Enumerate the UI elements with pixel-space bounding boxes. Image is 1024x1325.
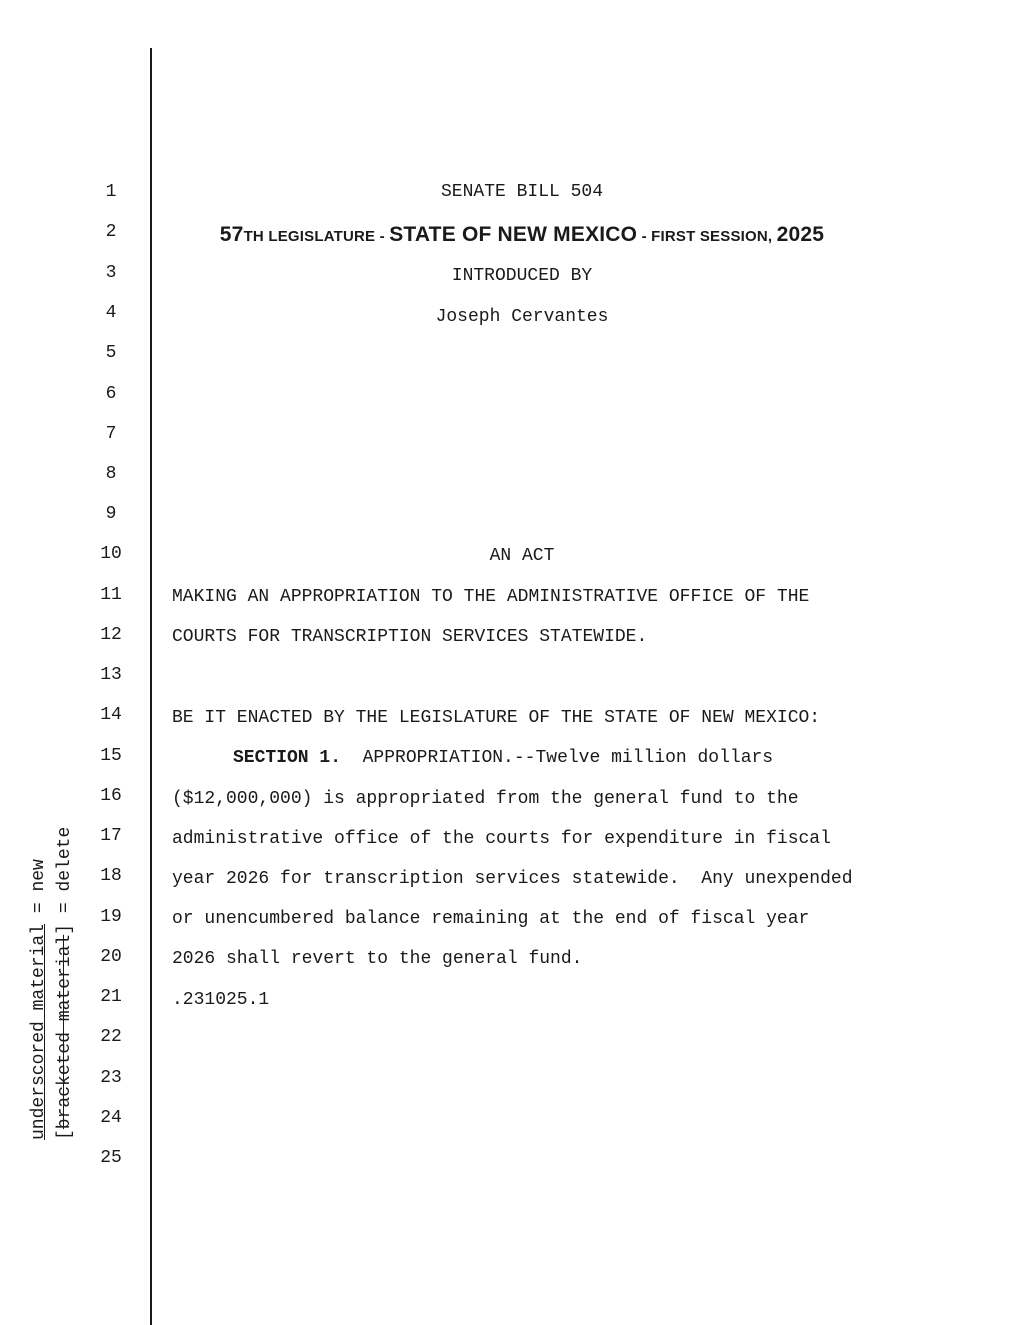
line-number: 2 [105,222,117,242]
line-number: 24 [100,1108,122,1128]
line-number: 1 [105,182,117,202]
section-line: ($12,000,000) is appropriated from the general fund to the [172,789,799,809]
section-label: SECTION 1. [233,748,342,768]
document-id: .231025.1 [172,990,270,1010]
section-heading-text: APPROPRIATION.--Twelve million dollars [341,748,774,768]
line-number: 23 [100,1068,122,1088]
line-number: 3 [105,263,117,283]
enacting-clause: BE IT ENACTED BY THE LEGISLATURE OF THE STATE OF NEW MEXICO: [172,708,821,728]
legislature-heading [172,222,872,248]
margin-rule [150,48,152,1325]
line-number: 15 [100,746,122,766]
section-line: administrative office of the courts for expenditure in fiscal [172,829,831,849]
act-title-line: MAKING AN APPROPRIATION TO THE ADMINISTRATIVE OFFICE OF THE [172,587,810,607]
line-number: 8 [105,464,117,484]
line-number: 21 [100,987,122,1007]
introduced-by-label: INTRODUCED BY [451,266,593,286]
line-number: 10 [100,544,122,564]
state-name: STATE OF NEW MEXICO [389,223,638,246]
section-line: year 2026 for transcription services statewide. Any unexpended [172,869,853,889]
legend-bracketed-text: bracketed material [55,934,75,1130]
bill-title: SENATE BILL 504 [440,182,604,202]
line-number: 16 [100,786,122,806]
session-year: 2025 [776,223,825,246]
line-number: 9 [105,504,117,524]
legend-new-text: = new [29,859,49,924]
legend-delete [52,827,78,1140]
section-line: 2026 shall revert to the general fund. [172,949,583,969]
session-label: - FIRST SESSION, [637,228,777,245]
line-number: 20 [100,947,122,967]
legend-open-bracket: [ [55,1129,75,1140]
section-line [172,748,933,768]
line-number: 7 [105,424,117,444]
line-number: 13 [100,665,122,685]
act-heading: AN ACT [489,546,555,566]
legend-new [26,827,52,1140]
amendment-legend [26,827,78,1140]
line-number: 6 [105,384,117,404]
act-title-line: COURTS FOR TRANSCRIPTION SERVICES STATEWIDE. [172,627,648,647]
line-number: 18 [100,866,122,886]
line-number: 4 [105,303,117,323]
legislature-suffix: TH LEGISLATURE - [243,228,390,245]
legend-underscored-text: underscored material [29,923,49,1140]
line-number: 11 [100,585,122,605]
section-line: or unencumbered balance remaining at the end of fiscal year [172,909,810,929]
line-number: 17 [100,826,122,846]
line-number: 19 [100,907,122,927]
line-number: 12 [100,625,122,645]
line-number: 14 [100,705,122,725]
line-number: 25 [100,1148,122,1168]
sponsor-name: Joseph Cervantes [435,307,609,327]
legislature-number: 57 [219,223,244,246]
line-number: 22 [100,1027,122,1047]
line-number: 5 [105,343,117,363]
legend-delete-text: ] = delete [55,826,75,935]
